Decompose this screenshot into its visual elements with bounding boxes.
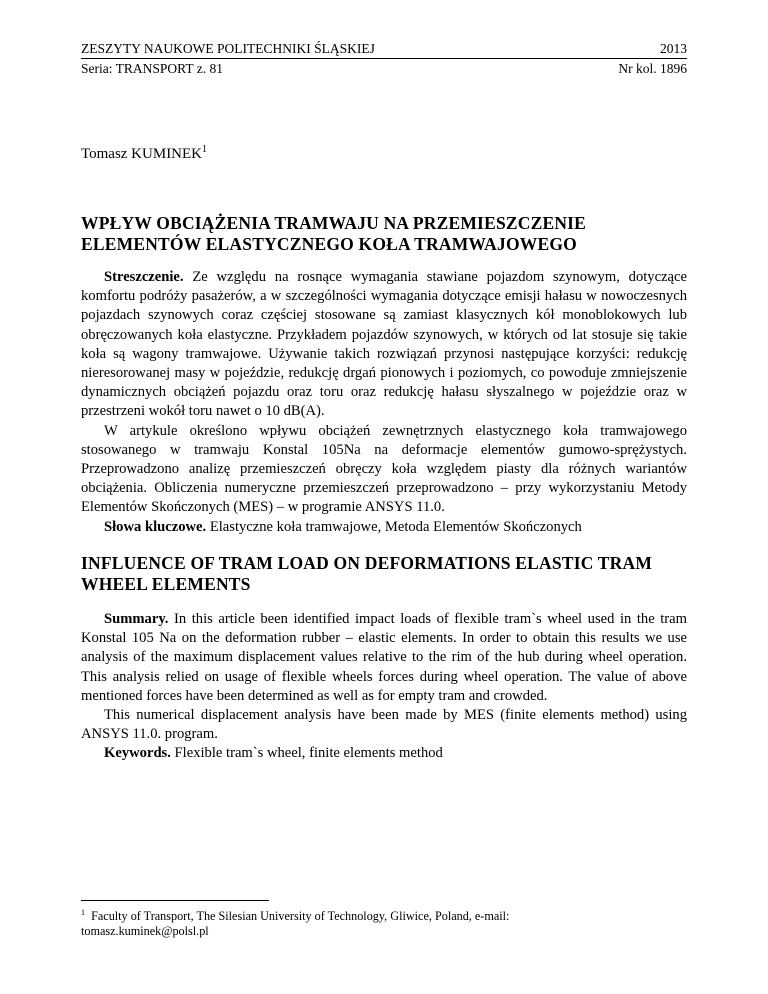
summary-en-p1: Summary. In this article been identified impact loads of flexible tram`s wheel used in the tram Konstal 105 Na on the deformation rubber – elastic elements. In order to obtain this results we use analysis of the maximum displacement values relative to the rim of the hub during wheel operation. This analysis relied on usage of flexible wheels forces during wheel operation. The value of above mentioned forces have been determined as well as for empty tram and crowded. [81, 611, 688, 704]
footnote-rule [81, 900, 269, 901]
title-en-line1: INFLUENCE OF TRAM LOAD ON DEFORMATIONS ELASTIC TRAM [81, 553, 653, 573]
footnote-mark: 1 [81, 908, 85, 917]
year: 2013 [660, 41, 687, 56]
summary-en-p2: This numerical displacement analysis have been made by MES (finite elements method) using ANSYS 11.0. program. [81, 707, 687, 743]
title-pl [81, 213, 687, 255]
keywords-pl: Słowa kluczowe. Elastyczne koła tramwajowe, Metoda Elementów Skończonych [104, 518, 582, 535]
summary-en-label: Summary. [104, 611, 169, 627]
footnote [81, 905, 687, 939]
title-en [81, 553, 687, 595]
keywords-en: Keywords. Flexible tram`s wheel, finite elements method [104, 745, 443, 762]
issue-number: Nr kol. 1896 [618, 61, 687, 76]
author-name: Tomasz KUMINEK [81, 146, 203, 162]
abstract-pl [81, 268, 687, 537]
abstract-pl-p1: Streszczenie. Ze względu na rosnące wymagania stawiane pojazdom szynowym, dotyczące komfortu podróży pasażerów, a w szczególności wymagania dotyczące emisji hałasu w nowoczesnych pojazdach szynowych coraz częściej stosowane są zamiast klasycznych kół monoblokowych lub obręczowanych koła elastyczne. Przykładem pojazdów szynowych, w których od lat stosuje się takie koła są wagony tramwajowe. Używanie takich rozwiązań przynosi następujące korzyści: redukcję nieresorowanej masy w pojeździe, redukcję drgań pionowych i poziomych, co powoduje zmniejszenie dynamicznych obciążeń pojazdu oraz toru oraz redukcję hałasu słyszalnego w pojeździe oraz w przestrzeni wokół toru nawet o 10 dB(A). [81, 269, 687, 420]
journal-name: ZESZYTY NAUKOWE POLITECHNIKI ŚLĄSKIEJ [81, 41, 375, 56]
footnote-email: tomasz.kuminek@polsl.pl [81, 924, 209, 938]
summary-en [81, 610, 687, 764]
keywords-pl-label: Słowa kluczowe. [104, 518, 207, 535]
author [81, 144, 207, 163]
series: Seria: TRANSPORT z. 81 [81, 61, 223, 76]
keywords-en-label: Keywords. [104, 745, 171, 762]
title-pl-line2: ELEMENTÓW ELASTYCZNEGO KOŁA TRAMWAJOWEGO [81, 234, 577, 254]
title-en-line2: WHEEL ELEMENTS [81, 574, 251, 594]
title-pl-line1: WPŁYW OBCIĄŻENIA TRAMWAJU NA PRZEMIESZCZENIE [81, 213, 587, 233]
author-footnote-mark: 1 [202, 144, 208, 155]
abstract-pl-p2: W artykule określono wpływu obciążeń zewnętrznych elastycznego koła tramwajowego stosowanego w tramwaju Konstal 105Na na deformacje elementów gumowo-sprężystych. Przeprowadzono analizę przemieszczeń obręczy koła względem piasty dla różnych wariantów obciążenia. Obliczenia numeryczne przemieszczeń przeprowadzono – przy wykorzystaniu Metody Elementów Skończonych (MES) – w programie ANSYS 11.0. [81, 422, 687, 516]
footnote-line1: $^1$ Faculty of Transport, The Silesian University of Technology, Gliwice, Poland, e-mail: [81, 908, 510, 923]
header-rule [81, 58, 687, 59]
abstract-pl-label: Streszczenie. [104, 269, 184, 285]
